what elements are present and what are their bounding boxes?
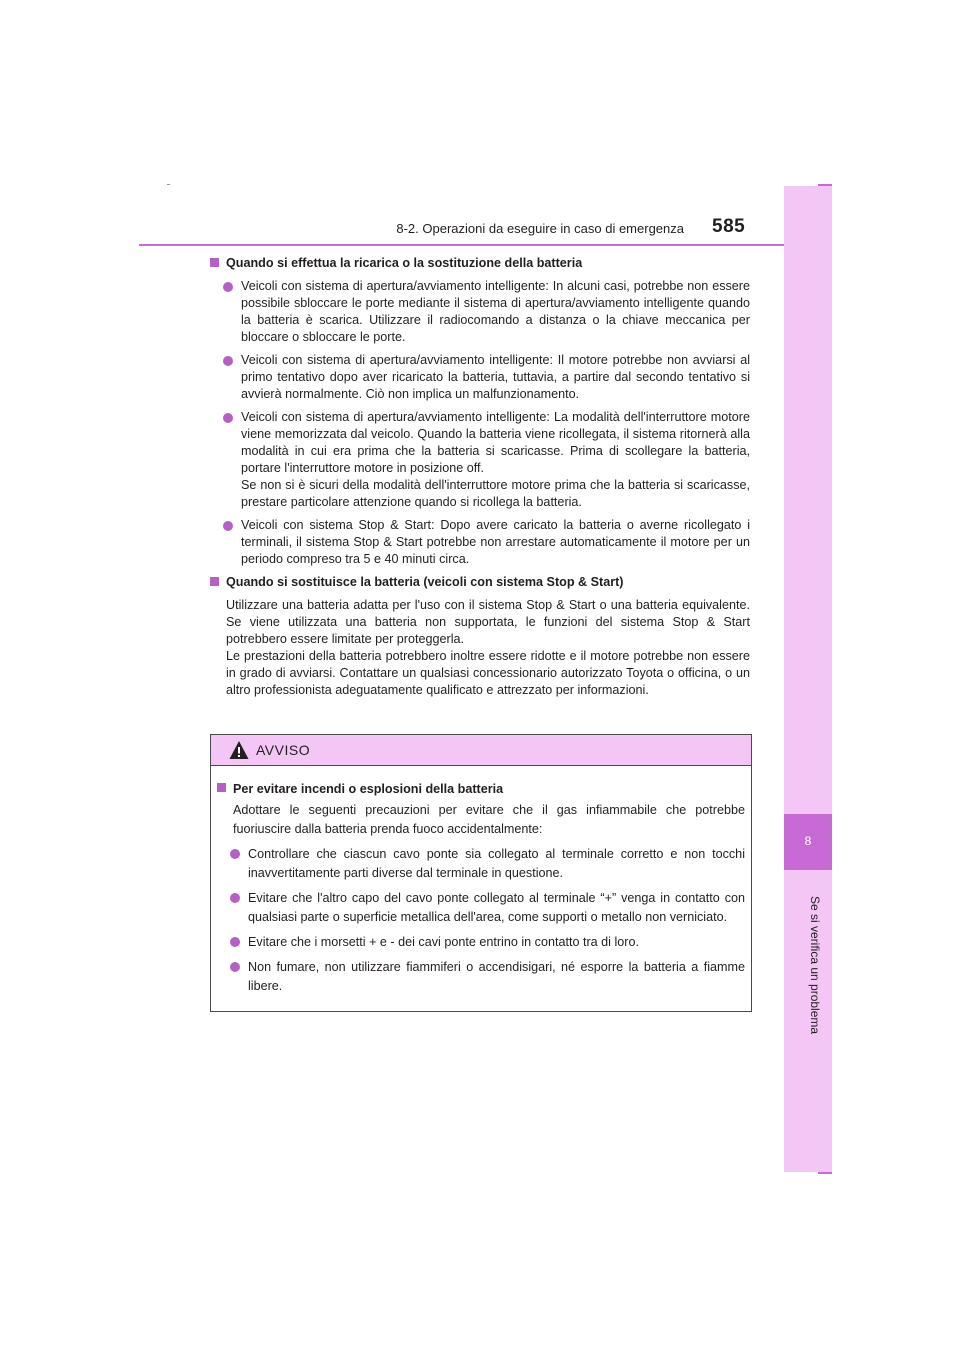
page-number: 585 xyxy=(712,216,746,237)
circle-bullet-icon xyxy=(230,962,240,972)
warning-triangle-icon xyxy=(229,740,249,760)
list-item: Veicoli con sistema di apertura/avviamento intelligente: In alcuni casi, potrebbe non essere possibile sbloccare le porte mediante il sistema di apertura/avviamento intelligente quando la batteria è scarica. Utilizzare il radiocomando a distanza o la chiave meccanica per bloccare o sbloccare le porte. xyxy=(210,278,750,346)
crop-mark xyxy=(167,184,170,185)
circle-bullet-icon xyxy=(230,893,240,903)
list-item: Veicoli con sistema di apertura/avviamento intelligente: La modalità dell'interruttore motore viene memorizzata dal veicolo. Quando la batteria viene ricollegata, il sistema ritornerà alla modalità in cui era prima che la batteria si scaricasse. Prima di scollegare la batteria, portare l'interruttore motore in posizione off. Se non si è sicuri della modalità dell'interruttore motore prima che la batteria si scaricasse, prestare particolare attenzione quando si ricollega la batteria. xyxy=(210,409,750,511)
chapter-number-block xyxy=(784,814,832,870)
circle-bullet-icon xyxy=(223,282,233,292)
tab-bottom-tick xyxy=(818,1172,832,1174)
circle-bullet-icon xyxy=(223,521,233,531)
chapter-number: 8 xyxy=(804,834,812,848)
tab-top-tick xyxy=(818,184,832,186)
warning-box xyxy=(210,734,752,1012)
square-bullet-icon xyxy=(210,258,219,267)
circle-bullet-icon xyxy=(230,937,240,947)
circle-bullet-icon xyxy=(223,356,233,366)
paragraph: Utilizzare una batteria adatta per l'uso con il sistema Stop & Start o una batteria equivalente. Se viene utilizzata una batteria non supportata, le funzioni del sistema Stop & Start potrebbero essere limitate per proteggerla. Le prestazioni della batteria potrebbero inoltre essere ridotte e il motore potrebbe non essere in grado di avviarsi. Contattare un qualsiasi concessionario autorizzato Toyota o officina, o un altro professionista adeguatamente qualificato e attrezzato per informazioni. xyxy=(226,598,750,697)
header-rule xyxy=(139,244,831,246)
square-bullet-icon xyxy=(217,783,226,792)
chapter-title: Se si verifica un problema xyxy=(808,896,822,1035)
list-item: Controllare che ciascun cavo ponte sia collegato al terminale corretto e non tocchi inavvertitamente parti diverse dal terminale in questione. xyxy=(217,845,745,883)
warning-body xyxy=(211,766,751,996)
list-item: Evitare che l'altro capo del cavo ponte collegato al terminale “+” venga in contatto con qualsiasi parte o superficie metallica dell'area, come supporti o metallo non verniciato. xyxy=(217,889,745,927)
section-heading: Quando si sostituisce la batteria (veicoli con sistema Stop & Start) xyxy=(210,574,750,591)
section-title: 8-2. Operazioni da eseguire in caso di emergenza xyxy=(396,221,684,236)
warning-heading: Per evitare incendi o esplosioni della batteria xyxy=(217,780,745,799)
circle-bullet-icon xyxy=(223,413,233,423)
list-item: Non fumare, non utilizzare fiammiferi o accendisigari, né esporre la batteria a fiamme libere. xyxy=(217,958,745,996)
chapter-side-tab xyxy=(784,186,832,1172)
square-bullet-icon xyxy=(210,577,219,586)
warning-intro: Adottare le seguenti precauzioni per evitare che il gas infiammabile che potrebbe fuoriuscire dalla batteria prenda fuoco accidentalmente: xyxy=(233,803,745,836)
warning-title: AVVISO xyxy=(256,742,311,758)
list-item: Veicoli con sistema Stop & Start: Dopo avere caricato la batteria o averne ricollegato i terminali, il sistema Stop & Start potrebbe non arrestare automaticamente il motore per un periodo compreso tra 5 e 40 minuti circa. xyxy=(210,517,750,568)
warning-header xyxy=(211,735,751,766)
list-item: Evitare che i morsetti + e - dei cavi ponte entrino in contatto tra di loro. xyxy=(217,933,745,952)
list-item: Veicoli con sistema di apertura/avviamento intelligente: Il motore potrebbe non avviarsi al primo tentativo dopo aver ricaricato la batteria, tuttavia, a partire dal secondo tentativo si avvierà normalmente. Ciò non implica un malfunzionamento. xyxy=(210,352,750,403)
circle-bullet-icon xyxy=(230,849,240,859)
section-heading: Quando si effettua la ricarica o la sostituzione della batteria xyxy=(210,255,750,272)
main-content xyxy=(210,255,750,703)
